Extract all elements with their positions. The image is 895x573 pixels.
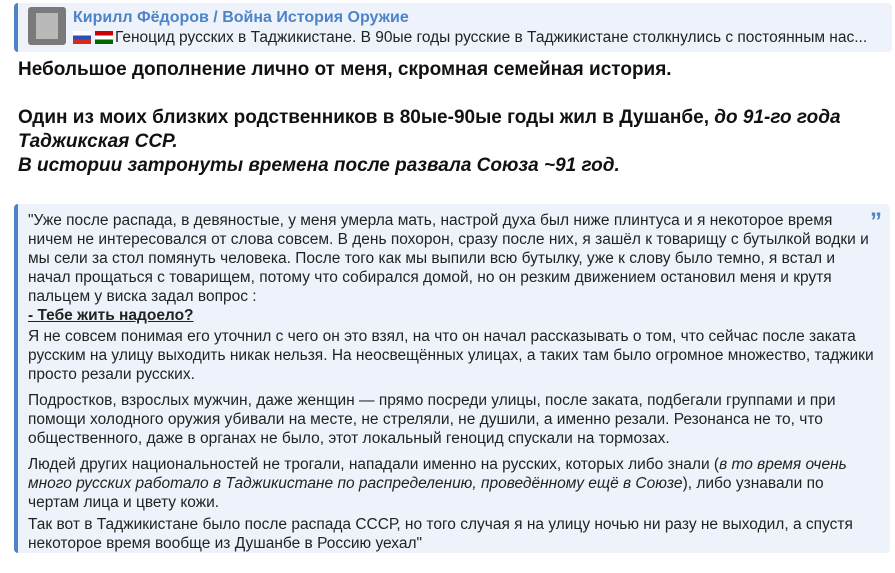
message-line-2-text: Один из моих близких родственников в 80ые-90ые годы жил в Душанбе,	[18, 107, 709, 128]
quote-paragraph-1: "Уже после распада, в девяностые, у меня умерла мать, настрой духа был ниже плинтуса и я некоторое время ничем не интересовался от слова совсем. В день похорон, сразу после них, я зашёл к товарищу с бутылкой водки и мы сели за стол помянуть человека. После того как мы выпили всю бутылку, уже к слову было темно, я встал и начал прощаться с товарищем, потому что собирался домой, но он резким движением остановил меня и крутя пальцем у виска задал вопрос :	[28, 212, 869, 305]
reply-flags	[73, 31, 113, 44]
quote-icon: ”	[870, 208, 882, 235]
message-line-2-italic: до 91-го года Таджикская ССР.	[18, 107, 841, 152]
quote-paragraph-2: Я не совсем понимая его уточнил с чего он это взял, на что он начал рассказывать о том, что сейчас после заката русским на улицу выходить никак нельзя. На неосвещённых улицах, а таких там было огромное множество, таджики просто резали русских.	[28, 328, 874, 383]
quote-question: - Тебе жить надоело?	[28, 307, 194, 324]
message-line-2	[18, 106, 888, 154]
quote-paragraph-5: Так вот в Таджикистане было после распада СССР, но того случая я на улицу ночью ни разу не выходил, а спустя некоторое время вообще из Душанбе в Россию уехал"	[28, 516, 853, 552]
quote-p4-start: Людей других национальностей не трогали, нападали именно на русских, которых либо знали (	[28, 456, 720, 473]
message-line-3: В истории затронуты времена после развала Союза ~91 год.	[18, 155, 620, 176]
quote-paragraph-3: Подростков, взрослых мужчин, даже женщин — прямо посреди улицы, после заката, подбегали группами и при помощи холодного оружия убивали на месте, не стреляли, не душили, а именно резали. Резонанса не то, что общественного, даже в органах не было, этот локальный геноцид спускали на тормозах.	[28, 392, 836, 447]
reply-sender-name: Кирилл Фёдоров / Война История Оружие	[73, 9, 409, 26]
quote-paragraph-4	[28, 455, 874, 512]
quote-p4-italic: в то время очень много русских работало в Таджикистане по распределению, проведённому ещё в Союзе	[28, 456, 847, 492]
quote-block	[14, 204, 890, 553]
quote-p4-end: ), либо узнавали по чертам лица и цвету кожи.	[28, 475, 824, 511]
ru-flag-icon	[73, 31, 91, 44]
message-line-1: Небольшое дополнение лично от меня, скромная семейная история.	[18, 59, 672, 80]
tj-flag-icon	[95, 31, 113, 44]
reply-preview-text: Геноцид русских в Таджикистане. В 90ые годы русские в Таджикистане столкнулись с постоянным нас...	[115, 29, 868, 46]
reply-thumbnail	[28, 7, 66, 45]
reply-preview[interactable]	[14, 3, 892, 52]
